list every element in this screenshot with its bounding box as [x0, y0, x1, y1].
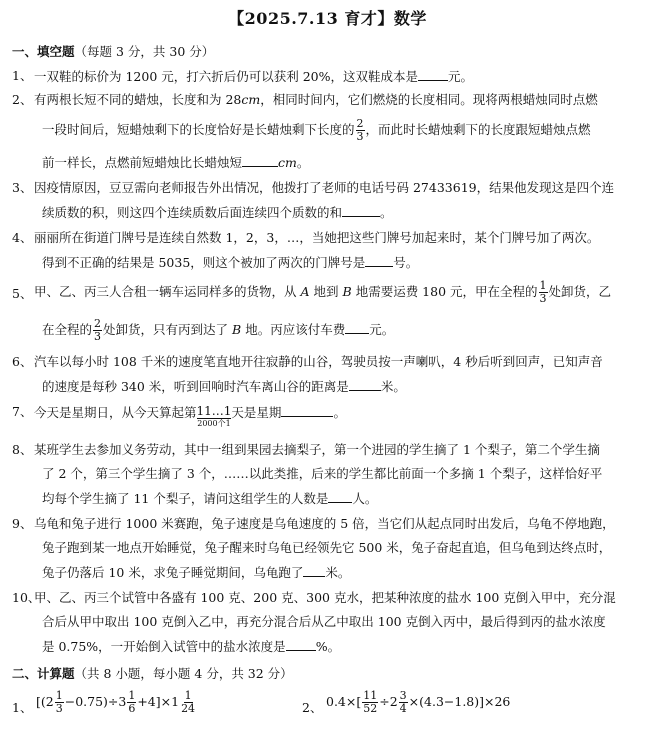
repeated-digits-brace: 11…1 2000个1: [196, 404, 232, 428]
question-text-line: 前一样长，点燃前短蜡烛比长蜡烛短 cm。: [42, 155, 310, 170]
question-text-line: 兔子仍落后 10 米，求兔子睡觉期间，乌龟跑了 米。: [42, 565, 351, 580]
question-text-line: 某班学生去参加义务劳动，其中一组到果园去摘梨子，第一个进园的学生摘了 1 个梨子，第二个学生摘: [34, 442, 600, 457]
question-number: 7、: [12, 404, 33, 419]
answer-blank[interactable]: [242, 154, 278, 167]
question-number: 4、: [12, 230, 33, 245]
calc-expression: [(2 $\frac{1}{3}$ −0.75)÷3 $\frac{1}{6}$ +4]×1 $\frac{1}{24}$: [36, 689, 196, 715]
fraction: $\frac{2}{3}$: [94, 317, 102, 343]
question-text-line: 今天是星期日，从今天算起第 11…1 2000个1 天是星期 。: [34, 404, 346, 428]
answer-blank[interactable]: [418, 68, 448, 81]
section-heading: 一、填空题: [12, 44, 75, 59]
question-number: 10、: [12, 590, 41, 605]
section-heading: 二、计算题: [12, 666, 75, 681]
question-text-line: 得到不正确的结果是 5035，则这个被加了两次的门牌号是 号。: [42, 255, 419, 270]
fraction: $\frac{1}{3}$: [55, 689, 63, 715]
section-calculation: [12, 664, 293, 682]
fraction: $\frac{2}{3}$: [356, 117, 364, 143]
question-text-line: 乌龟和兔子进行 1000 米赛跑，兔子速度是乌龟速度的 5 倍，当它们从起点同时出发后，乌龟不停地跑，: [34, 516, 615, 531]
answer-blank[interactable]: [345, 321, 369, 334]
question-number: 1、: [12, 700, 33, 715]
answer-blank[interactable]: [281, 404, 333, 417]
fraction: $\frac{1}{24}$: [181, 689, 196, 715]
question-text-line: 均每个学生摘了 11 个梨子，请问这组学生的人数是 人。: [42, 491, 378, 506]
fraction: $\frac{1}{3}$: [539, 279, 547, 305]
calc-expression: 0.4×[ $\frac{11}{52}$ ÷2 $\frac{3}{4}$ ×(4.3−1.8)]×26: [326, 689, 511, 715]
question-text-line: 在全程的 $\frac{2}{3}$ 处卸货，只有丙到达了 B 地。丙应该付车费 元。: [42, 317, 395, 343]
question-text-line: 甲、乙、丙三人合租一辆车运同样多的货物，从 A 地到 B 地需要运费 180 元，甲在全程的 $\frac{1}{3}$ 处卸货，乙: [34, 279, 612, 305]
question-text-line: 汽车以每小时 108 千米的速度笔直地开往寂静的山谷，驾驶员按一声喇叭，4 秒后听到回声，已知声音: [34, 354, 603, 369]
question-text-line: 续质数的积，则这四个连续质数后面连续四个质数的和 。: [42, 205, 393, 220]
answer-blank[interactable]: [303, 564, 325, 577]
fraction: $\frac{3}{4}$: [399, 689, 407, 715]
question-number: 3、: [12, 180, 33, 195]
question-number: 2、: [302, 700, 323, 715]
question-text-line: 有两根长短不同的蜡烛，长度和为 28cm，相同时间内，它们燃烧的长度相同。现将两根蜡烛同时点燃: [34, 92, 598, 107]
fraction: $\frac{1}{6}$: [128, 689, 136, 715]
question-text-line: 了 2 个，第三个学生摘了 3 个，……以此类推，后来的学生都比前面一个多摘 1 个梨子，这样恰好平: [42, 466, 603, 481]
question-number: 8、: [12, 442, 33, 457]
question-text-line: 一段时间后，短蜡烛剩下的长度恰好是长蜡烛剩下长度的 $\frac{2}{3}$ ，而此时长蜡烛剩下的长度跟短蜡烛点燃: [42, 117, 591, 143]
fraction: $\frac{11}{52}$: [363, 689, 378, 715]
section-fill-in: [12, 42, 214, 60]
page-title: 【2025.7.13 育才】数学: [228, 9, 427, 28]
question-text-line: 的速度是每秒 340 米，听到回响时汽车离山谷的距离是 米。: [42, 379, 406, 394]
question-text-line: 因疫情原因，豆豆需向老师报告外出情况，他拨打了老师的电话号码 27433619，结果他发现这是四个连: [34, 180, 615, 195]
question-number: 9、: [12, 516, 33, 531]
question-text: 一双鞋的标价为 1200 元，打六折后仍可以获利 20%，这双鞋成本是 元。: [34, 69, 474, 84]
question-number: 1、: [12, 68, 33, 83]
question-number: 6、: [12, 354, 33, 369]
section-note: （共 8 小题，每小题 4 分，共 32 分）: [74, 666, 293, 681]
question-text-line: 甲、乙、丙三个试管中各盛有 100 克、200 克、300 克水，把某种浓度的盐水 100 克倒入甲中，充分混: [34, 590, 616, 605]
question-text-line: 是 0.75%，一开始倒入试管中的盐水浓度是 %。: [42, 639, 341, 654]
question-text-line: 兔子跑到某一地点开始睡觉，兔子醒来时乌龟已经领先它 500 米，兔子奋起直追，但乌龟到达终点时，: [42, 540, 612, 555]
question-text-line: 合后从甲中取出 100 克倒入乙中，再充分混合后从乙中取出 100 克倒入丙中，最后得到丙的盐水浓度: [42, 614, 606, 629]
question-number: 5、: [12, 286, 33, 301]
answer-blank[interactable]: [365, 254, 393, 267]
section-note: （每题 3 分，共 30 分）: [74, 44, 215, 59]
answer-blank[interactable]: [349, 378, 381, 391]
answer-blank[interactable]: [286, 638, 316, 651]
question-number: 2、: [12, 92, 33, 107]
answer-blank[interactable]: [342, 204, 380, 217]
question-text-line: 丽丽所在街道门牌号是连续自然数 1，2，3，…，当她把这些门牌号加起来时，某个门牌号加了两次。: [34, 230, 600, 245]
answer-blank[interactable]: [328, 490, 352, 503]
